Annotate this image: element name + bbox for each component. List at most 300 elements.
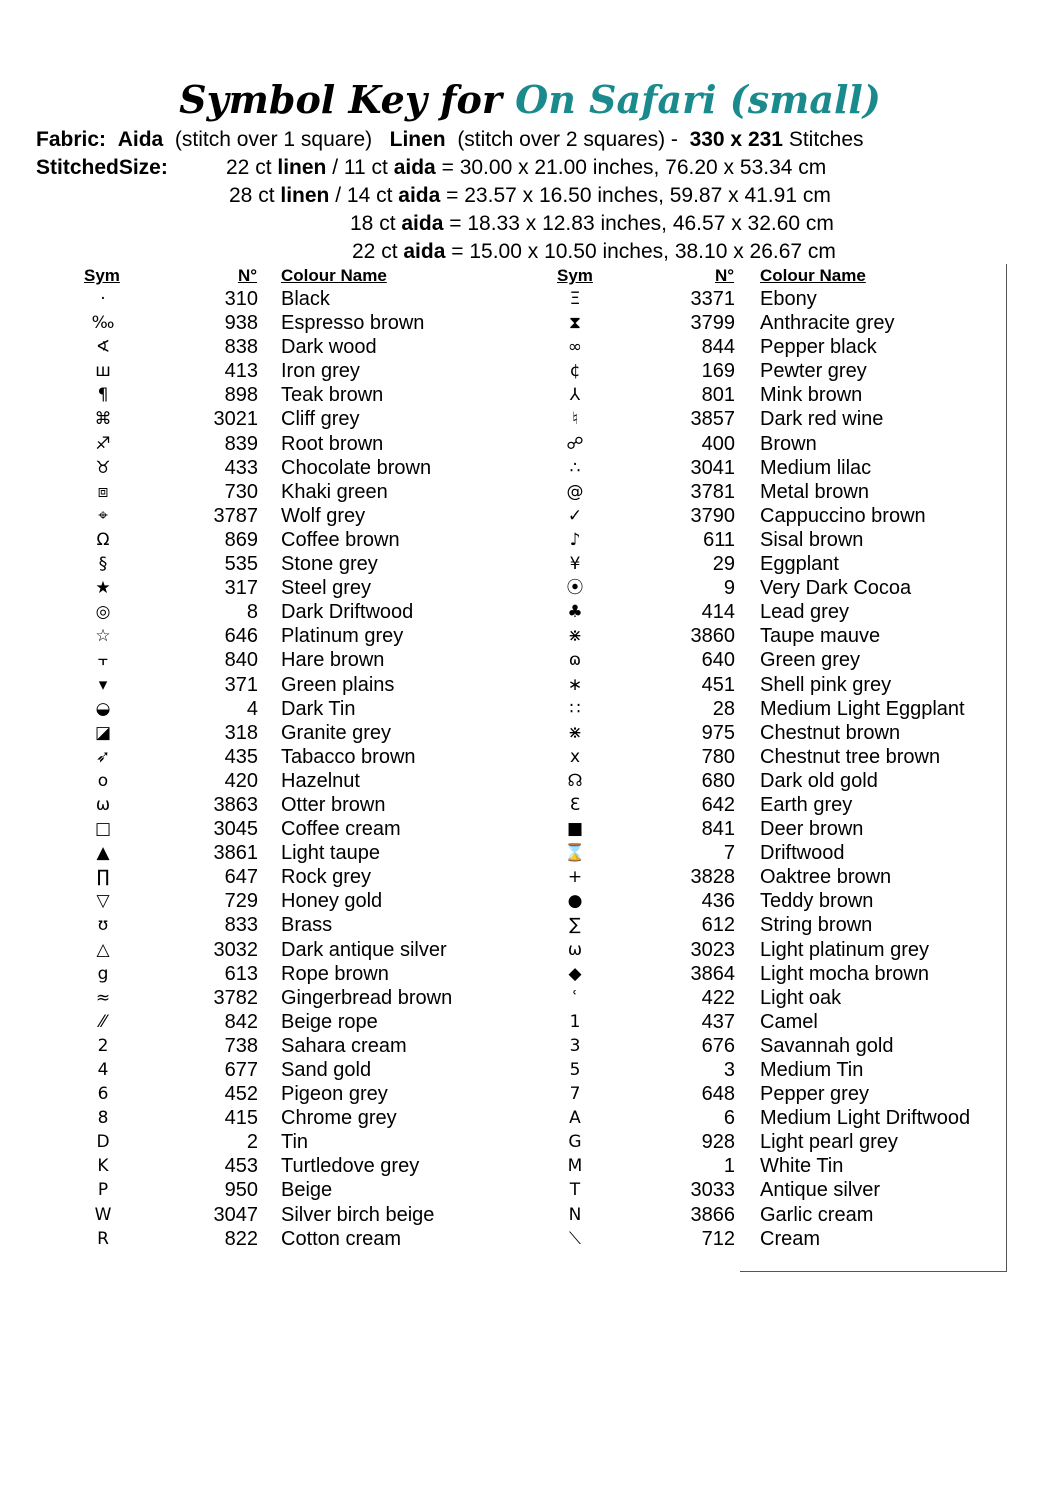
symbol-left: ★ xyxy=(95,578,111,599)
symbol-right: ∑ xyxy=(569,915,581,936)
header-sym-right: Sym xyxy=(557,266,593,285)
table-row xyxy=(0,697,1060,721)
symbol-right: Ξ xyxy=(569,289,581,309)
thread-number-right: 676 xyxy=(701,1034,735,1057)
symbol-right: Ɛ xyxy=(569,794,581,815)
colour-name-left: Iron grey xyxy=(281,360,360,383)
symbol-right: @ xyxy=(566,481,584,502)
thread-number-right: 3799 xyxy=(690,312,735,335)
colour-name-left: Gingerbread brown xyxy=(281,986,453,1009)
colour-name-right: Shell pink grey xyxy=(760,673,892,696)
colour-name-left: Coffee brown xyxy=(281,528,400,551)
table-row xyxy=(0,1178,1060,1202)
colour-name-left: Granite grey xyxy=(281,721,392,744)
table-row xyxy=(0,889,1060,913)
thread-number-right: 451 xyxy=(701,673,735,696)
colour-name-right: Teddy brown xyxy=(760,890,874,913)
thread-number-left: 8 xyxy=(246,601,258,624)
thread-number-right: 3860 xyxy=(690,625,735,648)
thread-number-right: 3866 xyxy=(690,1203,735,1226)
symbol-left: § xyxy=(98,554,108,575)
table-row xyxy=(0,769,1060,793)
size-line-4 xyxy=(352,239,836,265)
size-line-2 xyxy=(229,183,831,209)
size-count: 22 ct xyxy=(226,156,272,179)
colour-name-left: Tabacco brown xyxy=(281,745,416,768)
thread-number-right: 169 xyxy=(701,360,735,383)
table-row xyxy=(0,1058,1060,1082)
size-linen: linen xyxy=(277,156,327,179)
header-num-right: N° xyxy=(715,266,735,285)
thread-number-left: 433 xyxy=(224,456,258,479)
table-row xyxy=(0,624,1060,648)
colour-name-left: Otter brown xyxy=(281,793,386,816)
colour-name-right: Dark old gold xyxy=(760,769,878,792)
colour-name-right: Ebony xyxy=(760,288,817,310)
thread-number-left: 415 xyxy=(224,1107,258,1130)
symbol-right: ⋇ xyxy=(567,722,583,743)
symbol-right: ⋇ xyxy=(567,626,583,647)
symbol-key-table xyxy=(0,287,1060,1251)
symbol-right: 3 xyxy=(569,1035,581,1056)
symbol-left: ≈ xyxy=(95,987,111,1008)
thread-number-left: 838 xyxy=(224,336,258,359)
thread-number-right: 1 xyxy=(723,1155,735,1178)
thread-number-right: 422 xyxy=(701,986,735,1009)
colour-name-left: Steel grey xyxy=(281,577,372,600)
thread-number-right: 437 xyxy=(701,1010,735,1033)
symbol-right: ⦿ xyxy=(566,578,584,599)
symbol-right: ■ xyxy=(566,819,584,840)
fabric-label: Fabric: xyxy=(36,128,107,151)
colour-name-left: Sahara cream xyxy=(281,1034,407,1057)
colour-name-right: Medium Light Driftwood xyxy=(760,1107,971,1130)
symbol-right: ☍ xyxy=(566,433,584,454)
table-row xyxy=(0,913,1060,937)
colour-name-left: Green plains xyxy=(281,673,395,696)
symbol-left: ∏ xyxy=(96,867,110,888)
colour-name-left: Rope brown xyxy=(281,962,389,985)
symbol-left: ▽ xyxy=(96,891,110,912)
table-row xyxy=(0,480,1060,504)
thread-number-right: 928 xyxy=(701,1131,735,1154)
symbol-right: ω xyxy=(567,939,583,960)
symbol-left: ◪ xyxy=(94,722,112,743)
thread-number-left: 3787 xyxy=(213,504,258,527)
colour-name-right: Antique silver xyxy=(760,1179,881,1202)
size-aida: aida xyxy=(401,212,444,235)
fabric-aida: Aida xyxy=(117,128,164,151)
colour-name-right: Very Dark Cocoa xyxy=(760,577,912,600)
colour-name-left: Hazelnut xyxy=(281,769,360,792)
fabric-aida-note: (stitch over 1 square) xyxy=(174,128,373,151)
header-name-left: Colour Name xyxy=(281,266,387,285)
symbol-right: ✓ xyxy=(567,505,583,526)
symbol-left: · xyxy=(100,289,106,309)
table-row xyxy=(0,552,1060,576)
symbol-right: G xyxy=(568,1132,582,1153)
colour-name-right: Camel xyxy=(760,1010,818,1033)
thread-number-left: 646 xyxy=(224,625,258,648)
symbol-left: ▲ xyxy=(96,843,110,864)
colour-name-right: Light mocha brown xyxy=(760,962,929,985)
table-row xyxy=(0,383,1060,407)
symbol-left: D xyxy=(96,1132,110,1153)
colour-name-left: Light taupe xyxy=(281,842,380,865)
colour-name-left: Teak brown xyxy=(281,384,384,407)
symbol-left: □ xyxy=(94,819,112,840)
thread-number-left: 3782 xyxy=(213,986,258,1009)
size-aida: aida xyxy=(403,240,446,263)
thread-number-right: 3023 xyxy=(690,938,735,961)
colour-name-right: Dark red wine xyxy=(760,408,884,431)
table-row xyxy=(0,865,1060,889)
table-row xyxy=(0,504,1060,528)
thread-number-left: 318 xyxy=(224,721,258,744)
colour-name-right: Light oak xyxy=(760,986,842,1009)
colour-name-right: Eggplant xyxy=(760,553,839,576)
stitches-word: Stitches xyxy=(788,128,864,151)
symbol-left: 2 xyxy=(97,1035,109,1056)
symbol-left: o xyxy=(97,770,109,791)
thread-number-left: 822 xyxy=(224,1227,258,1250)
symbol-left: 4 xyxy=(97,1060,109,1080)
colour-name-right: Deer brown xyxy=(760,818,864,841)
thread-number-left: 869 xyxy=(224,528,258,551)
right-border-line xyxy=(1006,264,1007,1272)
symbol-right: ɷ xyxy=(568,650,582,671)
thread-number-right: 612 xyxy=(701,914,735,937)
bottom-border-line xyxy=(740,1271,1007,1272)
colour-name-right: Pepper black xyxy=(760,336,877,359)
colour-name-right: Medium lilac xyxy=(760,456,872,479)
thread-number-right: 9 xyxy=(723,577,735,600)
thread-number-left: 898 xyxy=(224,384,258,407)
stitched-size-label: StitchedSize: xyxy=(36,156,168,179)
symbol-left: ➶ xyxy=(95,746,111,767)
symbol-left: W xyxy=(94,1204,112,1225)
thread-number-right: 436 xyxy=(701,890,735,913)
symbol-left: ω xyxy=(95,794,111,815)
table-row xyxy=(0,1154,1060,1178)
thread-number-left: 3047 xyxy=(213,1203,258,1226)
symbol-left: ◎ xyxy=(95,602,111,623)
table-row xyxy=(0,1227,1060,1251)
thread-number-right: 844 xyxy=(701,336,735,359)
thread-number-right: 780 xyxy=(701,745,735,768)
symbol-right: ∗ xyxy=(567,674,583,695)
colour-name-left: Cliff grey xyxy=(281,408,360,431)
colour-name-left: Beige xyxy=(281,1179,333,1202)
thread-number-left: 730 xyxy=(224,480,258,503)
symbol-right: ¥ xyxy=(569,554,581,575)
symbol-right: ♮ xyxy=(571,409,579,430)
colour-name-left: Brass xyxy=(281,914,333,937)
symbol-right: 7 xyxy=(569,1084,581,1105)
colour-name-left: Beige rope xyxy=(281,1010,378,1033)
thread-number-right: 3 xyxy=(723,1059,735,1081)
colour-name-left: Coffee cream xyxy=(281,818,401,841)
thread-number-left: 647 xyxy=(224,866,258,889)
colour-name-right: Savannah gold xyxy=(760,1034,894,1057)
colour-name-right: Chestnut tree brown xyxy=(760,745,941,768)
symbol-left: ▾ xyxy=(98,674,108,695)
symbol-right: T xyxy=(569,1180,581,1201)
colour-name-left: Chocolate brown xyxy=(281,456,432,479)
colour-name-left: Stone grey xyxy=(281,553,378,576)
colour-name-left: Dark wood xyxy=(281,336,377,359)
symbol-right: M xyxy=(567,1156,583,1177)
stitch-count: 330 x 231 xyxy=(689,128,783,151)
colour-name-left: Dark antique silver xyxy=(281,938,447,961)
table-row xyxy=(0,721,1060,745)
thread-number-left: 535 xyxy=(224,553,258,576)
thread-number-left: 950 xyxy=(224,1179,258,1202)
thread-number-left: 435 xyxy=(224,745,258,768)
table-row xyxy=(0,335,1060,359)
thread-number-right: 3781 xyxy=(690,480,735,503)
thread-number-left: 842 xyxy=(224,1010,258,1033)
symbol-right: ʿ xyxy=(572,987,578,1008)
symbol-right: N xyxy=(568,1204,582,1225)
thread-number-right: 611 xyxy=(703,528,735,551)
symbol-left: R xyxy=(97,1228,109,1249)
size-dims: = 23.57 x 16.50 inches, 59.87 x 41.91 cm xyxy=(446,184,831,207)
pattern-name: On Safari (small) xyxy=(515,77,881,122)
size-dims: = 15.00 x 10.50 inches, 38.10 x 26.67 cm xyxy=(451,240,836,263)
colour-name-left: Silver birch beige xyxy=(281,1203,435,1226)
thread-number-left: 310 xyxy=(224,288,258,310)
size-dims: = 18.33 x 12.83 inches, 46.57 x 32.60 cm xyxy=(449,212,834,235)
table-row xyxy=(0,311,1060,335)
colour-name-right: Green grey xyxy=(760,649,861,672)
table-row xyxy=(0,1106,1060,1130)
thread-number-right: 975 xyxy=(701,721,735,744)
table-row xyxy=(0,1130,1060,1154)
colour-name-right: Cream xyxy=(760,1227,821,1250)
size-dims: = 30.00 x 21.00 inches, 76.20 x 53.34 cm xyxy=(441,156,827,179)
symbol-left: ⌘ xyxy=(94,409,112,430)
symbol-right: ∞ xyxy=(567,337,583,358)
symbol-left: P xyxy=(97,1180,109,1201)
table-row xyxy=(0,986,1060,1010)
colour-name-right: Cappuccino brown xyxy=(760,504,926,527)
thread-number-right: 414 xyxy=(701,601,735,624)
symbol-right: ☊ xyxy=(567,770,583,791)
symbol-left: ♐ xyxy=(95,433,111,454)
table-row xyxy=(0,432,1060,456)
thread-number-right: 3864 xyxy=(690,962,735,985)
symbol-right: ⅄ xyxy=(569,385,581,406)
table-row xyxy=(0,841,1060,865)
table-row xyxy=(0,793,1060,817)
symbol-left: ⧈ xyxy=(97,481,109,502)
thread-number-left: 453 xyxy=(224,1155,258,1178)
colour-name-right: Metal brown xyxy=(760,480,869,503)
colour-name-right: Driftwood xyxy=(760,842,845,865)
symbol-right: ⧗ xyxy=(569,313,581,334)
colour-name-right: Medium Light Eggplant xyxy=(760,697,965,720)
table-row xyxy=(0,407,1060,431)
thread-number-left: 413 xyxy=(224,360,258,383)
thread-number-right: 3828 xyxy=(690,866,735,889)
table-row xyxy=(0,456,1060,480)
colour-name-right: Pepper grey xyxy=(760,1083,869,1106)
size-aida: aida xyxy=(398,184,441,207)
table-row xyxy=(0,1034,1060,1058)
symbol-right: ⌛ xyxy=(564,843,586,864)
colour-name-left: Honey gold xyxy=(281,890,383,913)
table-row xyxy=(0,528,1060,552)
colour-name-left: Black xyxy=(281,288,330,310)
colour-name-left: Rock grey xyxy=(281,866,372,889)
symbol-right: x xyxy=(569,746,581,767)
table-row xyxy=(0,1010,1060,1034)
colour-name-right: Lead grey xyxy=(760,601,849,624)
header-num-left: N° xyxy=(238,266,258,285)
symbol-left: ⫟ xyxy=(97,650,109,671)
colour-name-right: Pewter grey xyxy=(760,360,867,383)
table-row xyxy=(0,600,1060,624)
thread-number-right: 400 xyxy=(701,432,735,455)
colour-name-left: Sand gold xyxy=(281,1059,372,1081)
colour-name-left: Espresso brown xyxy=(281,312,425,335)
colour-name-left: Hare brown xyxy=(281,649,385,672)
symbol-left: ¶ xyxy=(97,385,109,406)
thread-number-left: 4 xyxy=(246,697,258,720)
colour-name-left: Pigeon grey xyxy=(281,1083,388,1106)
colour-name-left: Turtledove grey xyxy=(281,1155,420,1178)
symbol-right: ◆ xyxy=(568,963,582,984)
fabric-line xyxy=(36,127,864,153)
thread-number-right: 712 xyxy=(701,1227,735,1250)
thread-number-right: 640 xyxy=(701,649,735,672)
table-row xyxy=(0,287,1060,311)
symbol-left: ш xyxy=(95,361,111,382)
symbol-left: 8 xyxy=(97,1108,109,1129)
thread-number-left: 317 xyxy=(224,577,258,600)
symbol-left: g xyxy=(97,963,109,984)
thread-number-left: 2 xyxy=(246,1131,258,1154)
thread-number-right: 29 xyxy=(712,553,735,576)
colour-name-left: Dark Driftwood xyxy=(281,601,414,624)
size-line-1 xyxy=(226,155,826,181)
table-row xyxy=(0,359,1060,383)
colour-name-right: Mink brown xyxy=(760,384,863,407)
symbol-right: ♣ xyxy=(567,602,583,623)
symbol-right: ● xyxy=(567,891,583,912)
symbol-right: 5 xyxy=(569,1060,581,1080)
colour-name-left: Cotton cream xyxy=(281,1227,402,1250)
table-row xyxy=(0,1082,1060,1106)
symbol-left: ‰ xyxy=(91,313,115,334)
thread-number-right: 680 xyxy=(701,769,735,792)
thread-number-left: 3021 xyxy=(213,408,258,431)
colour-name-right: Earth grey xyxy=(760,793,853,816)
table-row xyxy=(0,962,1060,986)
thread-number-left: 452 xyxy=(224,1083,258,1106)
fabric-linen: Linen xyxy=(389,128,446,151)
colour-name-right: Light platinum grey xyxy=(760,938,929,961)
colour-name-right: Oaktree brown xyxy=(760,866,892,889)
page-title xyxy=(0,74,1060,126)
table-row xyxy=(0,576,1060,600)
thread-number-left: 420 xyxy=(224,769,258,792)
symbol-right: A xyxy=(569,1108,581,1129)
table-row xyxy=(0,938,1060,962)
symbol-right: ∷ xyxy=(569,698,581,719)
colour-name-right: Taupe mauve xyxy=(760,625,881,648)
size-count: 22 ct xyxy=(352,240,398,263)
colour-name-left: Root brown xyxy=(281,432,384,455)
title-prefix: Symbol Key for xyxy=(179,77,502,122)
thread-number-right: 3371 xyxy=(690,288,735,310)
size-count: 28 ct xyxy=(229,184,275,207)
colour-name-left: Chrome grey xyxy=(281,1107,397,1130)
symbol-right: ∴ xyxy=(569,457,581,478)
size-mid: / 14 ct xyxy=(335,184,393,207)
thread-number-right: 3041 xyxy=(690,456,735,479)
colour-name-right: Light pearl grey xyxy=(760,1131,898,1154)
size-mid: / 11 ct xyxy=(332,156,388,179)
thread-number-right: 801 xyxy=(701,384,735,407)
colour-name-right: Garlic cream xyxy=(760,1203,874,1226)
symbol-left: ♉ xyxy=(95,457,111,478)
thread-number-left: 839 xyxy=(224,432,258,455)
colour-name-left: Wolf grey xyxy=(281,504,366,527)
colour-name-left: Dark Tin xyxy=(281,697,356,720)
thread-number-left: 3861 xyxy=(213,842,258,865)
symbol-right: 1 xyxy=(569,1011,581,1032)
colour-name-left: Tin xyxy=(281,1131,309,1154)
table-row xyxy=(0,1203,1060,1227)
symbol-left: ⁄⁄ xyxy=(100,1011,106,1032)
thread-number-left: 833 xyxy=(224,914,258,937)
symbol-left: ☆ xyxy=(95,626,111,647)
thread-number-left: 371 xyxy=(224,673,258,696)
colour-name-right: Brown xyxy=(760,432,817,455)
thread-number-left: 3863 xyxy=(213,793,258,816)
size-line-3 xyxy=(350,211,834,237)
colour-name-left: Khaki green xyxy=(281,480,388,503)
thread-number-left: 3045 xyxy=(213,818,258,841)
table-row xyxy=(0,648,1060,672)
thread-number-left: 3032 xyxy=(213,938,258,961)
symbol-right: + xyxy=(567,867,583,888)
symbol-left: △ xyxy=(96,939,110,960)
symbol-left: ⌖ xyxy=(98,505,108,526)
thread-number-left: 938 xyxy=(224,312,258,335)
thread-number-right: 3857 xyxy=(690,408,735,431)
thread-number-left: 613 xyxy=(224,962,258,985)
table-row xyxy=(0,817,1060,841)
thread-number-right: 6 xyxy=(723,1107,735,1130)
thread-number-left: 840 xyxy=(224,649,258,672)
colour-name-right: Medium Tin xyxy=(760,1059,864,1081)
table-row xyxy=(0,745,1060,769)
colour-name-right: Anthracite grey xyxy=(760,312,895,335)
fabric-linen-note: (stitch over 2 squares) - xyxy=(457,128,678,151)
thread-number-left: 677 xyxy=(224,1059,258,1081)
thread-number-left: 738 xyxy=(224,1034,258,1057)
symbol-right: ⟍ xyxy=(569,1228,581,1249)
symbol-left: ʊ xyxy=(97,915,109,936)
size-count: 18 ct xyxy=(350,212,396,235)
colour-name-right: White Tin xyxy=(760,1155,844,1178)
thread-number-left: 729 xyxy=(224,890,258,913)
colour-name-right: String brown xyxy=(760,914,873,937)
symbol-left: Ω xyxy=(96,529,110,550)
